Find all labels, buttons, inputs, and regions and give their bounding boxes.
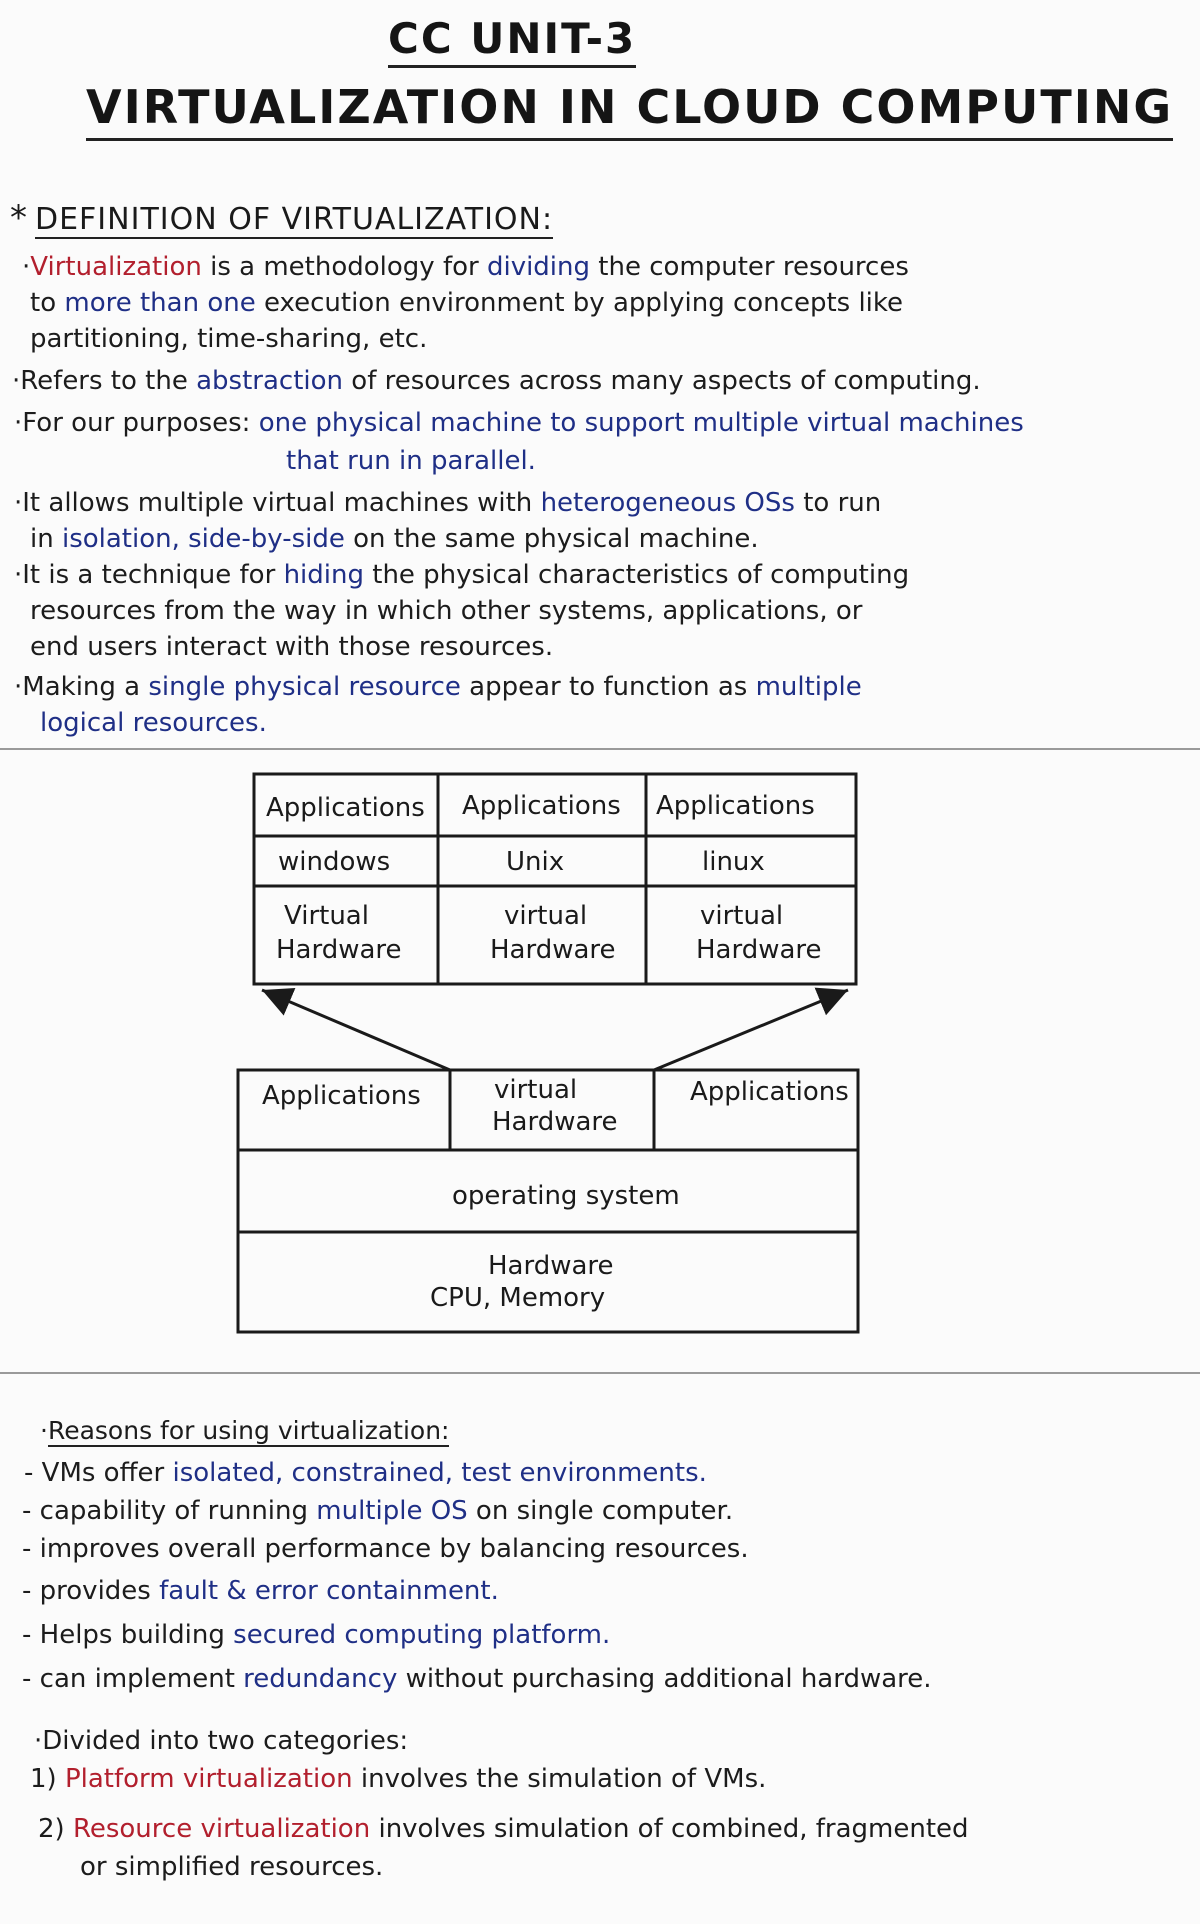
vm3-hw-line2: Hardware bbox=[696, 935, 822, 965]
page-title: VIRTUALIZATION IN CLOUD COMPUTING bbox=[86, 80, 1173, 141]
vm1-hw-line1: Virtual bbox=[284, 901, 369, 931]
bullet-line: ·It allows multiple virtual machines with heterogeneous OSs to run bbox=[14, 488, 882, 518]
vm1-applications: Applications bbox=[266, 793, 425, 823]
reason-item: - improves overall performance by balancing resources. bbox=[22, 1534, 749, 1564]
reason-item: - capability of running multiple OS on single computer. bbox=[22, 1496, 734, 1526]
category-item: 2) Resource virtualization involves simulation of combined, fragmented bbox=[38, 1814, 969, 1844]
category-item-continued: or simplified resources. bbox=[80, 1852, 384, 1882]
vm3-hw-line1: virtual bbox=[700, 901, 784, 931]
host-hardware: Hardware bbox=[488, 1251, 614, 1281]
bullet-line: logical resources. bbox=[40, 708, 267, 738]
vm3-os: linux bbox=[702, 847, 765, 877]
bullet-line: ·Refers to the abstraction of resources across many aspects of computing. bbox=[12, 366, 981, 396]
category-item: 1) Platform virtualization involves the simulation of VMs. bbox=[30, 1764, 767, 1794]
bullet-line: ·Making a single physical resource appear to function as multiple bbox=[14, 672, 862, 702]
bullet-line: resources from the way in which other systems, applications, or bbox=[30, 596, 863, 626]
vm3-applications: Applications bbox=[656, 791, 815, 821]
host-virtual-line1: virtual bbox=[494, 1075, 578, 1105]
bullet-line: ·Virtualization is a methodology for dividing the computer resources bbox=[22, 252, 909, 282]
reason-item: - VMs offer isolated, constrained, test environments. bbox=[24, 1458, 707, 1488]
reason-item: - Helps building secured computing platform. bbox=[22, 1620, 611, 1650]
reason-item: - can implement redundancy without purchasing additional hardware. bbox=[22, 1664, 932, 1694]
arrow-right bbox=[654, 990, 848, 1070]
vm1-os: windows bbox=[278, 847, 391, 877]
bullet-line: in isolation, side-by-side on the same physical machine. bbox=[30, 524, 759, 554]
host-virtual-line2: Hardware bbox=[492, 1107, 618, 1137]
bullet-line: end users interact with those resources. bbox=[30, 632, 554, 662]
arrow-left bbox=[262, 990, 450, 1070]
bullet-line: that run in parallel. bbox=[286, 446, 536, 476]
host-cpu-memory: CPU, Memory bbox=[430, 1283, 606, 1313]
vm2-os: Unix bbox=[506, 847, 565, 877]
vm2-hw-line2: Hardware bbox=[490, 935, 616, 965]
star-icon: * bbox=[10, 198, 27, 238]
host-applications-left: Applications bbox=[262, 1081, 421, 1111]
bullet-line: to more than one execution environment by applying concepts like bbox=[30, 288, 904, 318]
reasons-heading: ·Reasons for using virtualization: bbox=[40, 1416, 450, 1445]
vm2-applications: Applications bbox=[462, 791, 621, 821]
bullet-line: partitioning, time-sharing, etc. bbox=[30, 324, 428, 354]
host-applications-right: Applications bbox=[690, 1077, 849, 1107]
vm1-hw-line2: Hardware bbox=[276, 935, 402, 965]
section-divider bbox=[0, 1372, 1200, 1374]
vm2-hw-line1: virtual bbox=[504, 901, 588, 931]
bullet-line: ·For our purposes: one physical machine to support multiple virtual machines bbox=[14, 408, 1024, 438]
host-operating-system: operating system bbox=[452, 1181, 680, 1211]
reason-item: - provides fault & error containment. bbox=[22, 1576, 499, 1606]
definition-heading-text: DEFINITION OF VIRTUALIZATION: bbox=[35, 202, 554, 237]
bullet-line: ·It is a technique for hiding the physical characteristics of computing bbox=[14, 560, 910, 590]
unit-title: CC UNIT-3 bbox=[388, 14, 636, 68]
categories-intro: ·Divided into two categories: bbox=[34, 1726, 409, 1756]
